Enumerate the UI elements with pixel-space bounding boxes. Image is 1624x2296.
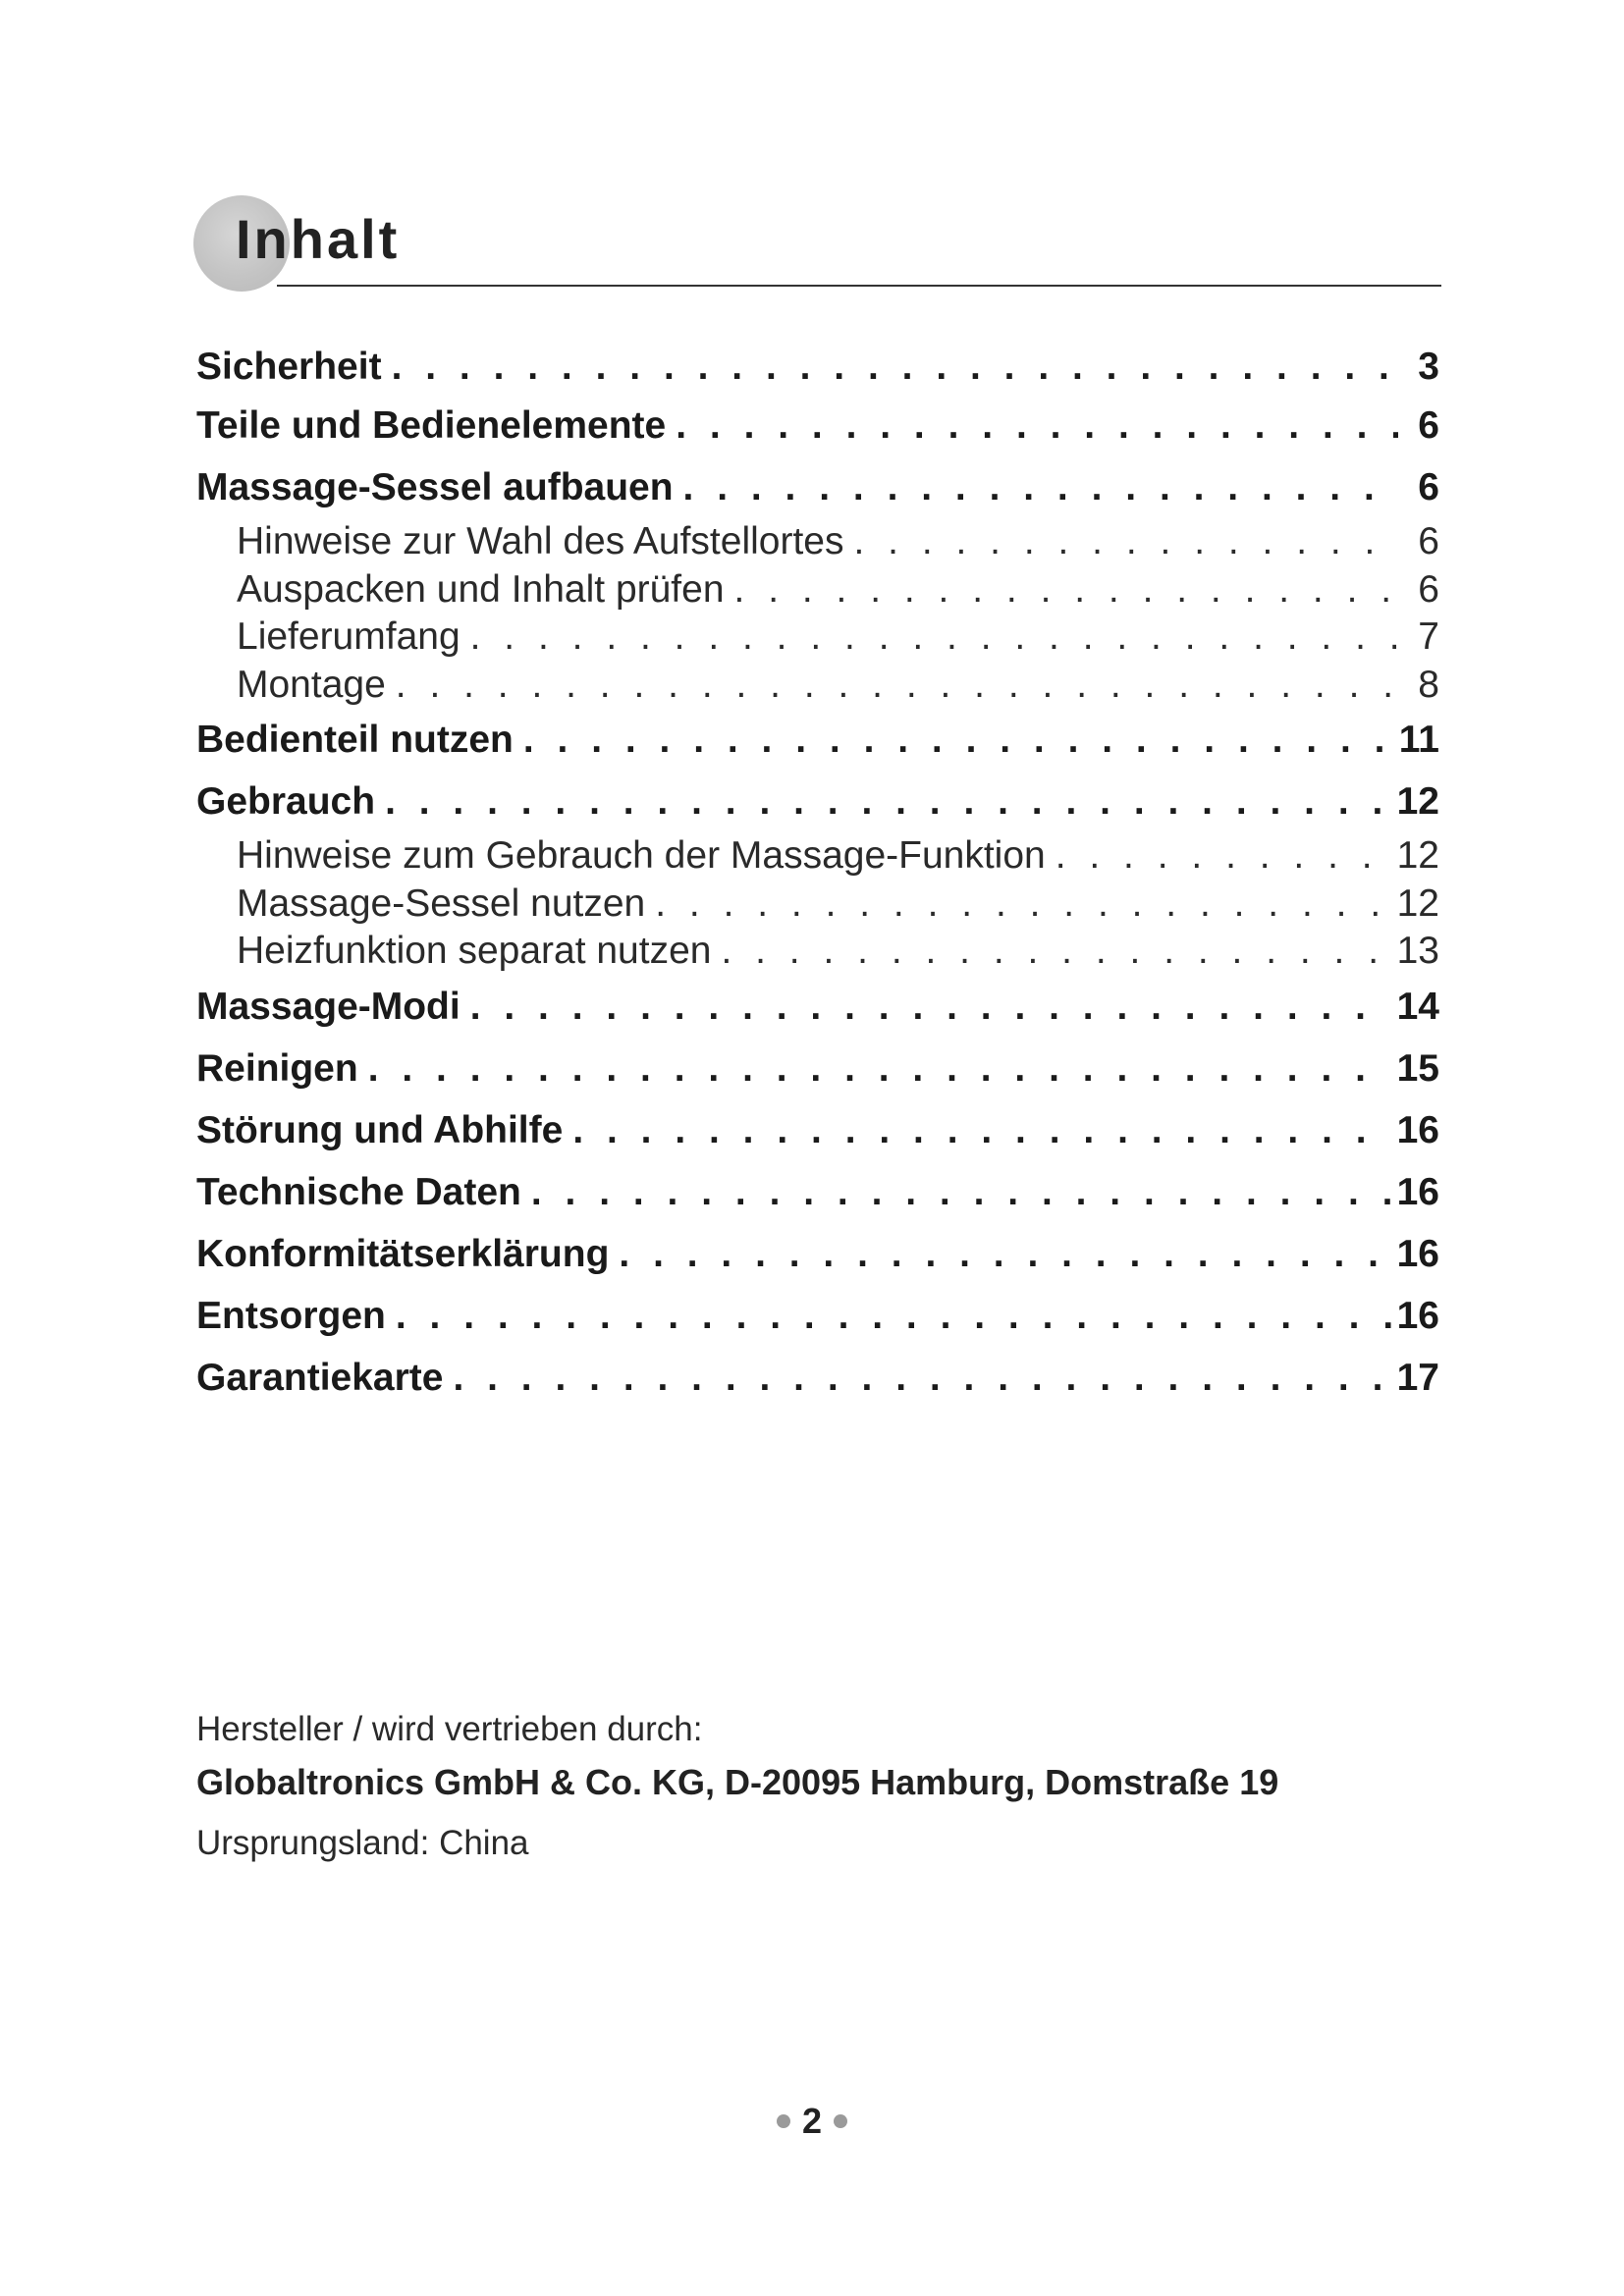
toc-dot-leader — [453, 1347, 1390, 1409]
toc-entry-label: Technische Daten — [196, 1170, 521, 1213]
toc-entry-page: 6 — [1418, 567, 1439, 611]
toc-dot-leader — [523, 709, 1393, 771]
toc-entry-page: 11 — [1398, 719, 1439, 761]
footer-dot-left — [777, 2114, 790, 2128]
table-of-contents — [196, 340, 1439, 1409]
toc-dot-leader — [470, 976, 1391, 1038]
toc-entry-page: 16 — [1396, 1294, 1439, 1337]
toc-entry — [196, 928, 1439, 976]
toc-dot-leader — [531, 1161, 1391, 1223]
page-title: Inhalt — [236, 208, 401, 270]
toc-entry-label: Bedienteil nutzen — [196, 719, 514, 761]
toc-entry-page: 7 — [1418, 615, 1439, 658]
toc-entry-label: Hinweise zur Wahl des Aufstellortes — [237, 520, 844, 562]
toc-entry-label: Massage-Modi — [196, 985, 460, 1028]
toc-dot-leader — [655, 881, 1390, 929]
toc-entry-page: 14 — [1396, 985, 1439, 1028]
toc-dot-leader — [392, 340, 1398, 395]
title-divider — [277, 285, 1441, 287]
publisher-address: Globaltronics GmbH & Co. KG, D-20095 Hamburg, Domstraße 19 — [196, 1762, 1279, 1802]
toc-entry-page: 12 — [1396, 834, 1439, 877]
toc-entry-label: Entsorgen — [196, 1294, 386, 1337]
toc-dot-leader — [396, 1285, 1391, 1347]
toc-dot-leader — [734, 566, 1398, 614]
toc-entry-label: Massage-Sessel nutzen — [237, 881, 646, 925]
toc-entry — [196, 1099, 1439, 1161]
toc-entry-page: 15 — [1396, 1046, 1439, 1090]
toc-entry-label: Garantiekarte — [196, 1356, 444, 1399]
toc-entry-page: 6 — [1418, 520, 1439, 562]
toc-entry — [196, 614, 1439, 662]
toc-dot-leader — [470, 614, 1398, 662]
footer-dot-right — [834, 2114, 847, 2128]
toc-dot-leader — [676, 395, 1398, 456]
toc-entry — [196, 566, 1439, 614]
toc-entry-label: Lieferumfang — [237, 615, 460, 658]
toc-entry — [196, 881, 1439, 929]
toc-entry-label: Auspacken und Inhalt prüfen — [237, 567, 725, 611]
toc-entry-page: 8 — [1418, 663, 1439, 706]
toc-dot-leader — [396, 662, 1398, 710]
toc-entry-page: 12 — [1396, 881, 1439, 925]
toc-entry-page: 3 — [1418, 346, 1439, 388]
toc-entry — [196, 1285, 1439, 1347]
toc-entry — [196, 340, 1439, 395]
toc-dot-leader — [619, 1223, 1390, 1285]
toc-entry-page: 16 — [1396, 1170, 1439, 1213]
toc-entry-page: 17 — [1396, 1356, 1439, 1399]
toc-entry — [196, 976, 1439, 1038]
toc-entry — [196, 662, 1439, 710]
toc-entry-page: 6 — [1418, 466, 1439, 508]
toc-entry-page: 6 — [1418, 404, 1439, 447]
toc-entry-page: 13 — [1396, 930, 1439, 972]
toc-entry-label: Reinigen — [196, 1046, 358, 1090]
toc-entry-page: 16 — [1396, 1232, 1439, 1275]
toc-dot-leader — [853, 518, 1398, 566]
toc-entry-page: 12 — [1396, 780, 1439, 823]
toc-entry — [196, 518, 1439, 566]
toc-dot-leader — [385, 771, 1391, 832]
toc-dot-leader — [721, 928, 1390, 976]
toc-entry — [196, 832, 1439, 881]
toc-entry — [196, 1161, 1439, 1223]
toc-entry-label: Montage — [237, 663, 386, 706]
toc-dot-leader — [572, 1099, 1390, 1161]
toc-entry — [196, 1038, 1439, 1099]
toc-entry — [196, 395, 1439, 456]
toc-entry-label: Konformitätserklärung — [196, 1232, 610, 1275]
toc-entry-label: Teile und Bedienelemente — [196, 404, 667, 447]
toc-entry — [196, 771, 1439, 832]
toc-dot-leader — [368, 1038, 1391, 1099]
toc-entry — [196, 1223, 1439, 1285]
page-footer — [0, 2101, 1624, 2141]
toc-entry-label: Sicherheit — [196, 346, 382, 388]
toc-entry-label: Hinweise zum Gebrauch der Massage-Funktion — [237, 834, 1046, 877]
publisher-label: Hersteller / wird vertrieben durch: — [196, 1710, 703, 1748]
toc-entry — [196, 456, 1439, 518]
page-number: 2 — [801, 2101, 823, 2141]
toc-entry-label: Massage-Sessel aufbauen — [196, 466, 674, 508]
toc-entry-label: Gebrauch — [196, 780, 376, 823]
toc-entry-label: Heizfunktion separat nutzen — [237, 930, 712, 972]
toc-entry-page: 16 — [1396, 1108, 1439, 1151]
toc-dot-leader — [683, 456, 1398, 518]
toc-entry-label: Störung und Abhilfe — [196, 1108, 564, 1151]
toc-dot-leader — [1056, 832, 1391, 881]
toc-entry — [196, 709, 1439, 771]
country-of-origin: Ursprungsland: China — [196, 1824, 529, 1862]
toc-entry — [196, 1347, 1439, 1409]
